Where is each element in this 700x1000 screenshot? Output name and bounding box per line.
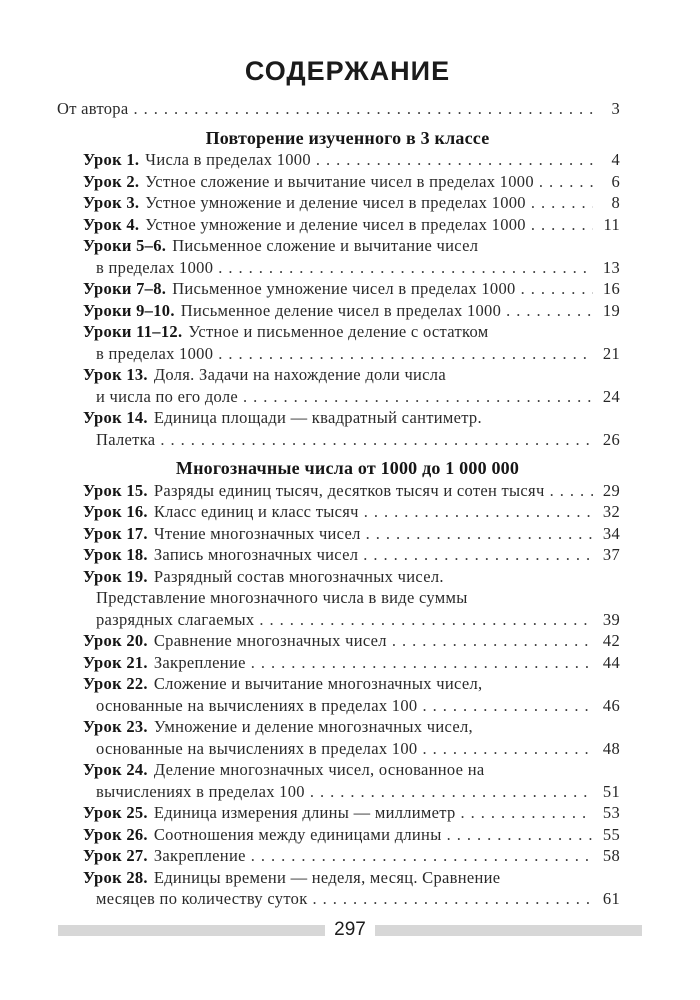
toc-entry-line: [57, 716, 638, 738]
toc-entry-line: [57, 867, 638, 889]
lesson-label: Урок 27.: [83, 846, 148, 865]
footer-rule-right: [375, 925, 642, 936]
dot-leader: [218, 343, 593, 365]
toc-entry-text: Разряды единиц тысяч, десятков тысяч и сотен тысяч: [153, 480, 545, 500]
dot-leader: [461, 802, 593, 824]
toc-entry-line: [57, 407, 638, 429]
toc-entry-continuation: [57, 609, 638, 631]
dot-leader: [133, 98, 593, 120]
lesson-label: Уроки 7–8.: [83, 279, 167, 298]
lesson-label: Урок 4.: [83, 214, 140, 234]
toc-entry-page: 51: [602, 781, 620, 801]
dot-leader: [366, 523, 593, 545]
toc-entry-page: 37: [602, 545, 620, 564]
toc-entry-text: Письменное деление чисел в пределах 1000: [180, 300, 502, 320]
dot-leader: [160, 429, 593, 451]
lesson-label: Урок 13.: [83, 365, 148, 384]
toc-entry-page: 6: [611, 171, 620, 191]
toc-entry-text: Письменное сложение и вычитание чисел: [172, 236, 479, 255]
dot-leader: [218, 257, 593, 279]
toc-entry-text: месяцев по количеству суток: [96, 889, 308, 908]
toc-entry-page: 11: [603, 214, 620, 234]
toc-entry-front: [57, 98, 638, 120]
toc-entry-line: [57, 480, 638, 502]
lesson-label: Урок 28.: [83, 867, 148, 887]
toc-entry-text: Сравнение многозначных чисел: [153, 631, 387, 650]
toc-entry-page: 21: [602, 343, 620, 363]
lesson-label: Урок 16.: [83, 502, 148, 521]
dot-leader: [422, 695, 593, 717]
lesson-label: Урок 20.: [83, 631, 148, 650]
lesson-label: Уроки 9–10.: [83, 300, 175, 320]
lesson-label: Урок 14.: [83, 408, 148, 427]
toc-entry-line: [57, 214, 638, 236]
dot-leader: [251, 652, 593, 674]
lesson-label: Урок 19.: [83, 566, 148, 586]
toc-entry-text: Сложение и вычитание многозначных чисел,: [153, 674, 483, 693]
toc-entry-text: разрядных слагаемых: [96, 609, 255, 629]
toc-entry-text: Разрядный состав многозначных чисел.: [153, 566, 444, 586]
toc-entry-line: [57, 523, 638, 545]
dot-leader: [531, 214, 593, 236]
dot-leader: [251, 845, 593, 867]
toc-entry-page: 24: [602, 386, 620, 406]
toc-entry-line: [57, 673, 638, 695]
toc-entry-continuation: [57, 429, 638, 451]
toc-entry-text: Закрепление: [153, 846, 246, 865]
toc-entry-text: в пределах 1000: [96, 257, 214, 277]
toc-entry-text: вычислениях в пределах 100: [96, 781, 305, 801]
toc-entry-text: Устное и письменное деление с остатком: [188, 322, 489, 341]
toc-entry-text: основанные на вычислениях в пределах 100: [96, 738, 418, 758]
footer-rule-left: [58, 925, 325, 936]
toc-entry-page: 58: [602, 846, 620, 865]
toc-entry-page: 32: [602, 502, 620, 521]
toc-entry-text: От автора: [57, 99, 129, 118]
lesson-label: Урок 17.: [83, 523, 148, 543]
toc-entry-continuation: [57, 738, 638, 760]
dot-leader: [506, 300, 593, 322]
toc-entry-page: 42: [602, 631, 620, 650]
lesson-label: Урок 22.: [83, 674, 148, 693]
toc-entry-line: [57, 171, 638, 193]
toc-entry-line: [57, 802, 638, 824]
lesson-label: Урок 25.: [83, 803, 148, 822]
dot-leader: [392, 630, 593, 652]
toc-entry-text: Палетка: [96, 429, 156, 449]
toc-entry-page: 29: [602, 480, 620, 500]
toc-entry-page: 3: [611, 99, 620, 118]
toc-entry-page: 4: [611, 150, 620, 169]
toc-entry-line: [57, 845, 638, 867]
lesson-label: Урок 23.: [83, 717, 148, 736]
toc-entry-text: Числа в пределах 1000: [145, 150, 311, 169]
toc-entry-text: Письменное умножение чисел в пределах 1000: [172, 279, 516, 298]
dot-leader: [316, 149, 593, 171]
toc-entry-text: в пределах 1000: [96, 343, 214, 363]
toc-entry-page: 55: [602, 824, 620, 844]
toc-entry-text: Устное сложение и вычитание чисел в пределах 1000: [145, 171, 534, 191]
toc-entry-page: 26: [602, 429, 620, 449]
toc-entry-continuation: [57, 695, 638, 717]
toc-entry-line: [57, 630, 638, 652]
toc-entry-line: [57, 235, 638, 257]
toc-entry-text: Доля. Задачи на нахождение доли числа: [153, 365, 446, 384]
toc-entry-continuation: [57, 781, 638, 803]
toc-entry-text: Умножение и деление многозначных чисел,: [153, 717, 473, 736]
dot-leader: [531, 192, 593, 214]
toc-entry-line: [57, 544, 638, 566]
lesson-label: Урок 1.: [83, 150, 140, 169]
toc-entry-line: [57, 501, 638, 523]
toc-entry-page: 8: [611, 193, 620, 212]
dot-leader: [310, 781, 593, 803]
toc-entry-text: Устное умножение и деление чисел в пределах 1000: [145, 193, 526, 212]
toc-entry-page: 34: [602, 523, 620, 543]
toc-entry-continuation: [57, 257, 638, 279]
footer-page-number: 297: [334, 919, 366, 940]
toc-entry-line: [57, 566, 638, 588]
toc-entry-text: Деление многозначных чисел, основанное на: [153, 760, 485, 779]
toc-entry-text: Единицы времени — неделя, месяц. Сравнение: [153, 867, 501, 887]
toc-entry-line: [57, 652, 638, 674]
toc-entry-line: [57, 300, 638, 322]
toc-entry-text: Закрепление: [153, 652, 246, 672]
lesson-label: Урок 2.: [83, 171, 140, 191]
toc-entry-line: [57, 824, 638, 846]
lesson-label: Урок 24.: [83, 760, 148, 779]
toc-entry-page: 61: [602, 889, 620, 908]
lesson-label: Урок 26.: [83, 824, 148, 844]
dot-leader: [539, 171, 593, 193]
toc-entry-text: Запись многозначных чисел: [153, 545, 359, 564]
toc-entry-line: [57, 278, 638, 300]
dot-leader: [313, 888, 593, 910]
dot-leader: [243, 386, 593, 408]
lesson-label: Уроки 11–12.: [83, 322, 183, 341]
lesson-label: Уроки 5–6.: [83, 236, 167, 255]
toc-entry-line: [57, 192, 638, 214]
toc-entry-line: [57, 321, 638, 343]
lesson-label: Урок 3.: [83, 193, 140, 212]
toc-entry-text: Единица измерения длины — миллиметр: [153, 803, 456, 822]
toc-entry-page: 44: [602, 652, 620, 672]
dot-leader: [364, 501, 593, 523]
page-footer: [58, 919, 642, 941]
toc-entry-text: Представление многозначного числа в виде суммы: [96, 588, 468, 607]
toc-entry-page: 48: [602, 738, 620, 758]
toc-entry-text: Класс единиц и класс тысяч: [153, 502, 359, 521]
dot-leader: [363, 544, 593, 566]
dot-leader: [447, 824, 593, 846]
toc-entry-line: [57, 759, 638, 781]
toc-entry-page: 46: [602, 695, 620, 715]
section-heading: Многозначные числа от 1000 до 1 000 000: [175, 458, 520, 478]
toc-entry-line: [57, 364, 638, 386]
dot-leader: [259, 609, 593, 631]
toc-entry-text: Чтение многозначных чисел: [153, 523, 361, 543]
toc-entry-continuation: [57, 343, 638, 365]
dot-leader: [521, 278, 593, 300]
toc-sections: [57, 128, 638, 910]
toc-entry-text: Единица площади — квадратный сантиметр.: [153, 408, 482, 427]
page-title: СОДЕРЖАНИЕ: [244, 56, 451, 86]
toc-entry-continuation: [57, 888, 638, 910]
toc-entry-page: 16: [602, 279, 620, 298]
toc-entry-page: 19: [602, 300, 620, 320]
toc-entry-page: 53: [602, 803, 620, 822]
toc-entry-page: 39: [602, 609, 620, 629]
lesson-label: Урок 18.: [83, 545, 148, 564]
section-heading: Повторение изученного в 3 классе: [205, 127, 490, 148]
toc-entry-text: Устное умножение и деление чисел в пределах 1000: [145, 214, 526, 234]
dot-leader: [422, 738, 593, 760]
lesson-label: Урок 21.: [83, 652, 148, 672]
lesson-label: Урок 15.: [83, 480, 148, 500]
toc-entry-text: и числа по его доле: [96, 386, 239, 406]
toc-entry-text: основанные на вычислениях в пределах 100: [96, 695, 418, 715]
toc-entry-text: Соотношения между единицами длины: [153, 824, 442, 844]
toc-entry-line: [57, 149, 638, 171]
toc-entry-page: 13: [602, 257, 620, 277]
toc-entry-continuation: [57, 587, 638, 609]
dot-leader: [550, 480, 593, 502]
toc-entry-continuation: [57, 386, 638, 408]
